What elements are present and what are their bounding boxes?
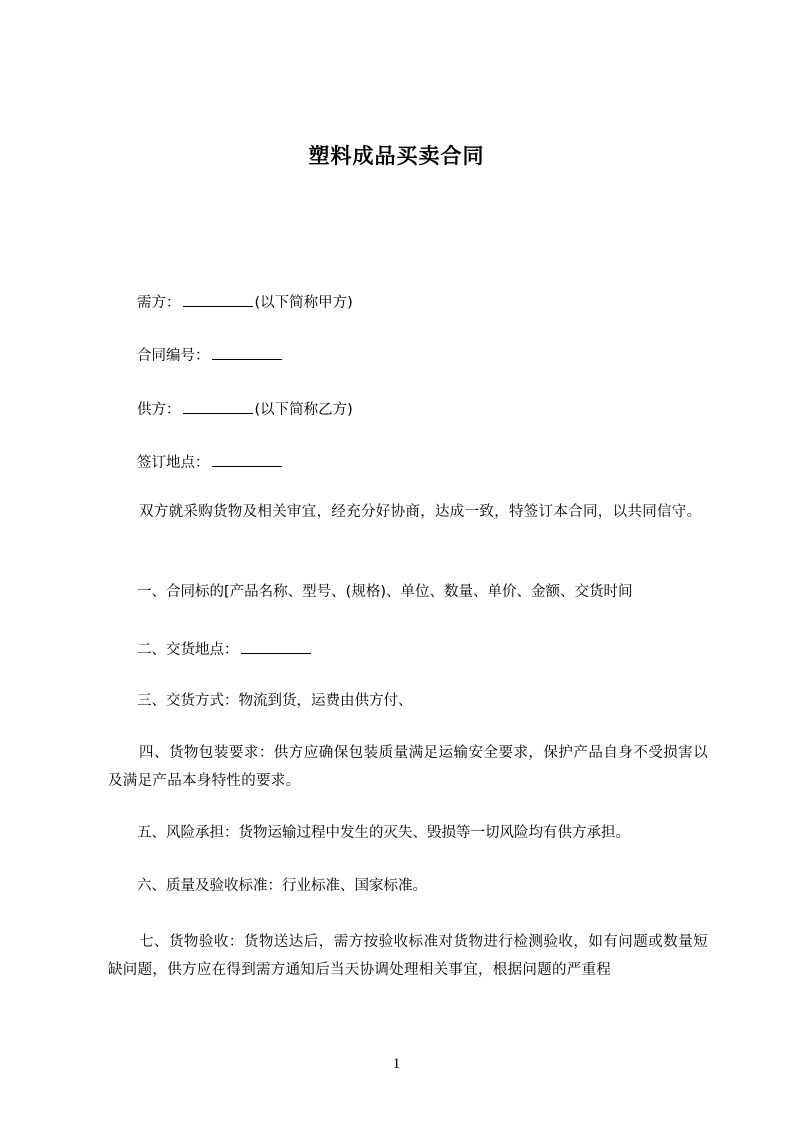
seller-line [137,397,353,421]
clause-6: 六、质量及验收标准：行业标准、国家标准。 [137,878,427,894]
buyer-suffix: (以下简称甲方) [254,295,353,311]
contract-number-line [137,343,284,367]
buyer-label: 需方： [137,295,181,311]
clause-5: 五、风险承担：货物运输过程中发生的灭失、毁损等一切风险均有供方承担。 [137,825,630,841]
sign-place-line [137,450,284,474]
clause-1: 一、合同标的[产品名称、型号、(规格)、单位、数量、单价、金额、交货时间 [137,584,633,600]
seller-suffix: (以下简称乙方) [254,402,353,418]
clause-7: 七、货物验收：货物送达后，需方按验收标准对货物进行检测验收，如有问题或数量短缺问题，供方应在得到需方通知后当天协调处理相关事宜，根据问题的严重程 [108,934,708,978]
clause-3: 三、交货方式：物流到货，运费由供方付、 [137,693,413,709]
document-title: 塑料成品买卖合同 [308,144,485,168]
seller-label: 供方： [137,402,181,418]
sign-place-blank [212,450,282,467]
sign-place-label: 签订地点： [137,455,210,471]
intro-paragraph: 双方就采购货物及相关审宜，经充分好协商，达成一致，特签订本合同，以共同信守。 [139,504,702,520]
clause-2-label: 二、交货地点： [137,642,239,658]
clause-4: 四、货物包装要求：供方应确保包装质量满足运输安全要求，保护产品自身不受损害以及满足产品本身特性的要求。 [108,745,708,789]
clause-2 [137,637,313,661]
delivery-place-blank [241,637,311,654]
buyer-blank [183,290,253,307]
page-number: 1 [392,1056,401,1072]
seller-blank [183,397,253,414]
contract-number-label: 合同编号： [137,348,210,364]
buyer-line [137,290,353,314]
contract-number-blank [212,343,282,360]
